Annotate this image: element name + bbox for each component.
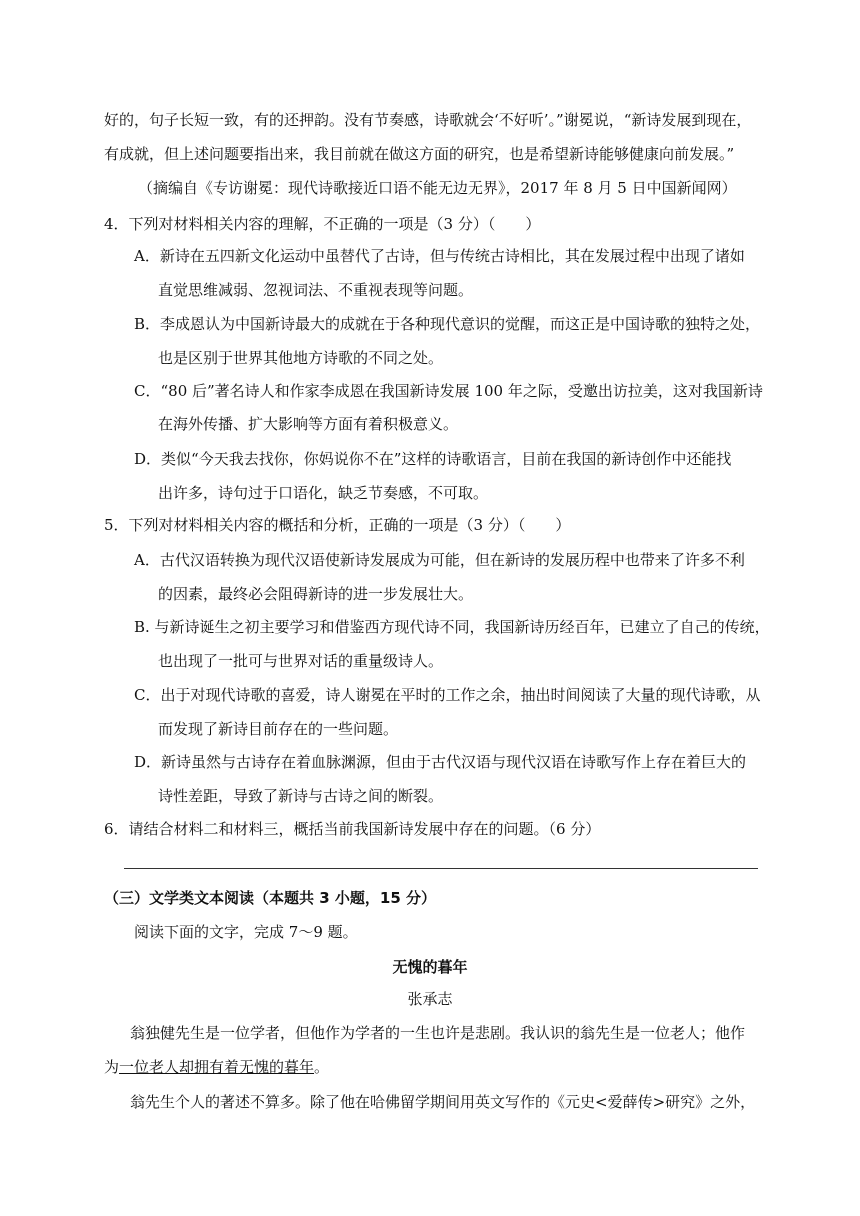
q5-option-a: A．古代汉语转换为现代汉语使新诗发展成为可能，但在新诗的发展历程中也带来了许多不利 bbox=[134, 551, 745, 569]
question-5-stem: 5．下列对材料相关内容的概括和分析，正确的一项是（3 分）（ ） bbox=[104, 516, 571, 534]
article-author: 张承志 bbox=[407, 990, 453, 1008]
q5-option-b-cont: 也出现了一批可与世界对话的重量级诗人。 bbox=[158, 652, 444, 670]
q4-option-a-cont: 直觉思维减弱、忽视词法、不重视表现等问题。 bbox=[158, 281, 474, 299]
q4-option-c: C．“80 后”著名诗人和作家李成恩在我国新诗发展 100 年之际，受邀出访拉美，这对我国新诗 bbox=[134, 382, 763, 400]
q5-option-d-cont: 诗性差距，导致了新诗与古诗之间的断裂。 bbox=[158, 787, 444, 805]
question-4-stem: 4．下列对材料相关内容的理解，不正确的一项是（3 分）（ ） bbox=[104, 215, 541, 233]
q5-option-a-cont: 的因素，最终必会阻碍新诗的进一步发展壮大。 bbox=[158, 585, 474, 603]
q4-option-b: B．李成恩认为中国新诗最大的成就在于各种现代意识的觉醒，而这正是中国诗歌的独特之处， bbox=[134, 315, 761, 333]
section-3-instruction: 阅读下面的文字，完成 7～9 题。 bbox=[134, 923, 358, 941]
paragraph-1-line-1: 翁独健先生是一位学者，但他作为学者的一生也许是悲剧。我认识的翁先生是一位老人；他作 bbox=[130, 1024, 746, 1042]
p1-suffix: 。 bbox=[314, 1058, 330, 1076]
q4-option-d: D．类似“今天我去找你，你妈说你不在”这样的诗歌语言，目前在我国的新诗创作中还能找 bbox=[134, 450, 732, 468]
section-3-heading: （三）文学类文本阅读（本题共 3 小题，15 分） bbox=[104, 889, 436, 907]
source-citation: （摘编自《专访谢冕：现代诗歌接近口语不能无边无界》，2017 年 8 月 5 日中国新闻网） bbox=[138, 179, 737, 197]
q5-option-b: B. 与新诗诞生之初主要学习和借鉴西方现代诗不同，我国新诗历经百年，已建立了自己的传统， bbox=[134, 618, 770, 636]
intro-line-2: 有成就，但上述问题要指出来，我目前就在做这方面的研究，也是希望新诗能够健康向前发展。” bbox=[104, 145, 735, 163]
q4-option-c-cont: 在海外传播、扩大影响等方面有着积极意义。 bbox=[158, 415, 459, 433]
paragraph-1-line-2 bbox=[104, 1057, 329, 1077]
q5-option-c-cont: 而发现了新诗目前存在的一些问题。 bbox=[158, 720, 399, 738]
p1-prefix: 为 bbox=[104, 1058, 120, 1076]
section-divider bbox=[124, 868, 758, 869]
q4-option-b-cont: 也是区别于世界其他地方诗歌的不同之处。 bbox=[158, 349, 444, 367]
intro-line-1: 好的，句子长短一致，有的还押韵。没有节奏感，诗歌就会‘不好听’。”谢冕说，“新诗发展到现在， bbox=[104, 111, 752, 129]
paragraph-2-line-1: 翁先生个人的著述不算多。除了他在哈佛留学期间用英文写作的《元史<爱薛传>研究》之外， bbox=[130, 1093, 756, 1111]
question-6-stem: 6．请结合材料二和材料三，概括当前我国新诗发展中存在的问题。（6 分） bbox=[104, 820, 601, 838]
q4-option-d-cont: 出许多，诗句过于口语化，缺乏节奏感，不可取。 bbox=[158, 484, 489, 502]
underlined-phrase: 一位老人却拥有着无愧的暮年 bbox=[119, 1058, 315, 1076]
q5-option-d: D．新诗虽然与古诗存在着血脉渊源，但由于古代汉语与现代汉语在诗歌写作上存在着巨大的 bbox=[134, 753, 747, 771]
q5-option-c: C．出于对现代诗歌的喜爱，诗人谢冕在平时的工作之余，抽出时间阅读了大量的现代诗歌，从 bbox=[134, 686, 761, 704]
article-title: 无愧的暮年 bbox=[392, 958, 468, 976]
q4-option-a: A．新诗在五四新文化运动中虽替代了古诗，但与传统古诗相比，其在发展过程中出现了诸如 bbox=[134, 247, 745, 265]
